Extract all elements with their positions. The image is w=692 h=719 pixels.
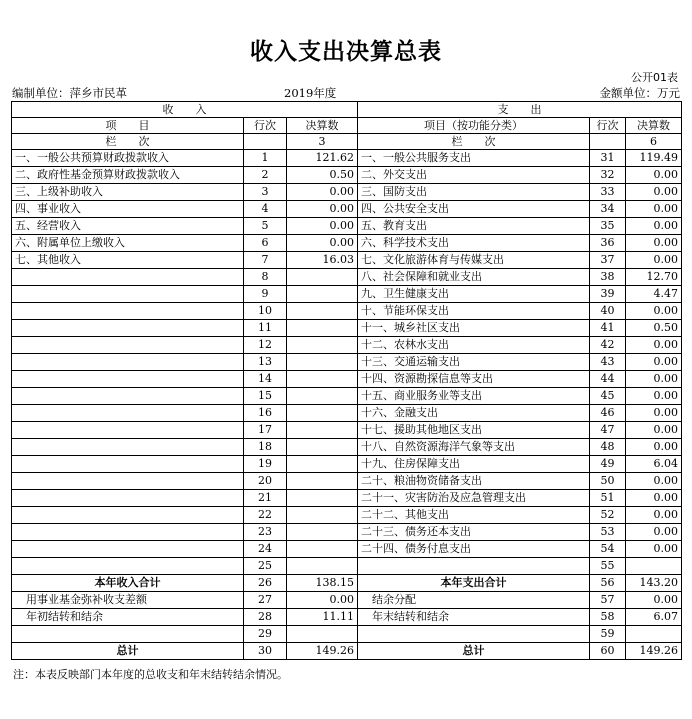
table-row bbox=[12, 388, 682, 405]
table-row bbox=[12, 626, 682, 643]
expense-line-cell: 51 bbox=[590, 490, 626, 507]
income-item-cell bbox=[12, 558, 244, 575]
expense-amount-cell: 149.26 bbox=[626, 643, 682, 660]
income-line-cell: 4 bbox=[244, 201, 287, 218]
income-item-cell bbox=[12, 473, 244, 490]
expense-line-cell: 49 bbox=[590, 456, 626, 473]
income-amount-cell: 11.11 bbox=[287, 609, 358, 626]
income-line-cell: 12 bbox=[244, 337, 287, 354]
expense-amount-cell: 0.00 bbox=[626, 541, 682, 558]
income-item-cell bbox=[12, 388, 244, 405]
expense-amount-cell: 0.00 bbox=[626, 507, 682, 524]
income-item-cell bbox=[12, 405, 244, 422]
income-item-cell: 七、其他收入 bbox=[12, 252, 244, 269]
income-line-cell: 21 bbox=[244, 490, 287, 507]
table-row bbox=[12, 439, 682, 456]
expense-amount-cell: 143.20 bbox=[626, 575, 682, 592]
expense-amount-cell: 0.00 bbox=[626, 167, 682, 184]
table-row bbox=[12, 320, 682, 337]
table-row bbox=[12, 609, 682, 626]
header-row-sections bbox=[12, 102, 682, 118]
table-code: 公开01表 bbox=[631, 71, 678, 84]
expense-item-cell: 三、国防支出 bbox=[358, 184, 590, 201]
expense-line-cell: 58 bbox=[590, 609, 626, 626]
table-row bbox=[12, 643, 682, 660]
expense-line-cell: 36 bbox=[590, 235, 626, 252]
income-amount-cell bbox=[287, 354, 358, 371]
income-line-cell: 11 bbox=[244, 320, 287, 337]
expense-line-cell: 54 bbox=[590, 541, 626, 558]
income-line-cell: 16 bbox=[244, 405, 287, 422]
expense-line-cell: 37 bbox=[590, 252, 626, 269]
expense-line-empty bbox=[590, 134, 626, 150]
table-row bbox=[12, 405, 682, 422]
table-row bbox=[12, 524, 682, 541]
income-item-cell bbox=[12, 269, 244, 286]
header-row-index bbox=[12, 134, 682, 150]
expense-amount-cell: 6.04 bbox=[626, 456, 682, 473]
income-line-cell: 15 bbox=[244, 388, 287, 405]
expense-amount-cell: 0.00 bbox=[626, 592, 682, 609]
income-line-cell: 24 bbox=[244, 541, 287, 558]
expense-item-cell bbox=[358, 626, 590, 643]
income-item-cell: 本年收入合计 bbox=[12, 575, 244, 592]
income-amount-cell bbox=[287, 626, 358, 643]
summary-table bbox=[11, 101, 682, 660]
table-row bbox=[12, 422, 682, 439]
income-line-cell: 9 bbox=[244, 286, 287, 303]
income-line-cell: 27 bbox=[244, 592, 287, 609]
income-item-cell bbox=[12, 490, 244, 507]
income-amount-cell: 0.00 bbox=[287, 201, 358, 218]
income-line-cell: 3 bbox=[244, 184, 287, 201]
expense-amount-cell: 0.00 bbox=[626, 371, 682, 388]
expense-item-cell: 十九、住房保障支出 bbox=[358, 456, 590, 473]
expense-item-cell: 结余分配 bbox=[358, 592, 590, 609]
table-row bbox=[12, 354, 682, 371]
expense-amount-cell: 4.47 bbox=[626, 286, 682, 303]
expense-amount-cell bbox=[626, 626, 682, 643]
income-amount-cell bbox=[287, 388, 358, 405]
income-amount-cell bbox=[287, 507, 358, 524]
table-row bbox=[12, 337, 682, 354]
expense-amount-cell: 0.00 bbox=[626, 337, 682, 354]
table-row bbox=[12, 473, 682, 490]
income-header: 收 入 bbox=[12, 102, 358, 118]
table-row bbox=[12, 592, 682, 609]
table-row bbox=[12, 201, 682, 218]
income-amount-cell: 121.62 bbox=[287, 150, 358, 167]
expense-amount-cell: 6.07 bbox=[626, 609, 682, 626]
table-row bbox=[12, 575, 682, 592]
income-amount-cell bbox=[287, 422, 358, 439]
expense-item-cell: 十一、城乡社区支出 bbox=[358, 320, 590, 337]
expense-item-cell: 二十一、灾害防治及应急管理支出 bbox=[358, 490, 590, 507]
expense-line-cell: 48 bbox=[590, 439, 626, 456]
income-amount-cell bbox=[287, 456, 358, 473]
header-row-columns bbox=[12, 118, 682, 134]
expense-item-header: 项目（按功能分类） bbox=[358, 118, 590, 134]
income-item-cell bbox=[12, 371, 244, 388]
expense-col-label: 栏 次 bbox=[358, 134, 590, 150]
expense-item-cell: 总计 bbox=[358, 643, 590, 660]
expense-amount-cell: 0.00 bbox=[626, 303, 682, 320]
expense-item-cell: 五、教育支出 bbox=[358, 218, 590, 235]
expense-line-cell: 50 bbox=[590, 473, 626, 490]
expense-col-number: 6 bbox=[626, 134, 682, 150]
expense-item-cell: 九、卫生健康支出 bbox=[358, 286, 590, 303]
expense-item-cell: 十七、援助其他地区支出 bbox=[358, 422, 590, 439]
expense-item-cell: 十三、交通运输支出 bbox=[358, 354, 590, 371]
expense-item-cell: 八、社会保障和就业支出 bbox=[358, 269, 590, 286]
income-line-cell: 14 bbox=[244, 371, 287, 388]
income-amount-cell bbox=[287, 439, 358, 456]
income-line-cell: 2 bbox=[244, 167, 287, 184]
income-amount-header: 决算数 bbox=[287, 118, 358, 134]
expense-item-cell: 十二、农林水支出 bbox=[358, 337, 590, 354]
expense-item-cell: 四、公共安全支出 bbox=[358, 201, 590, 218]
expense-item-cell: 十、节能环保支出 bbox=[358, 303, 590, 320]
income-item-cell: 二、政府性基金预算财政拨款收入 bbox=[12, 167, 244, 184]
expense-line-cell: 44 bbox=[590, 371, 626, 388]
expense-amount-cell: 0.00 bbox=[626, 405, 682, 422]
income-item-cell bbox=[12, 439, 244, 456]
expense-amount-cell: 0.00 bbox=[626, 524, 682, 541]
expense-amount-cell: 0.00 bbox=[626, 388, 682, 405]
income-line-cell: 8 bbox=[244, 269, 287, 286]
table-row bbox=[12, 218, 682, 235]
fiscal-year: 2019年度 bbox=[284, 86, 337, 100]
income-item-cell: 一、一般公共预算财政拨款收入 bbox=[12, 150, 244, 167]
expense-amount-cell: 0.50 bbox=[626, 320, 682, 337]
expense-item-cell: 十八、自然资源海洋气象等支出 bbox=[358, 439, 590, 456]
table-row bbox=[12, 303, 682, 320]
income-line-cell: 19 bbox=[244, 456, 287, 473]
table-row bbox=[12, 456, 682, 473]
expense-item-cell: 一、一般公共服务支出 bbox=[358, 150, 590, 167]
expense-amount-cell: 0.00 bbox=[626, 235, 682, 252]
expense-item-cell: 二十、粮油物资储备支出 bbox=[358, 473, 590, 490]
expense-line-cell: 59 bbox=[590, 626, 626, 643]
income-item-cell: 用事业基金弥补收支差额 bbox=[12, 592, 244, 609]
expense-item-cell: 十五、商业服务业等支出 bbox=[358, 388, 590, 405]
expense-amount-cell: 12.70 bbox=[626, 269, 682, 286]
table-row bbox=[12, 167, 682, 184]
income-item-cell: 四、事业收入 bbox=[12, 201, 244, 218]
expense-line-cell: 41 bbox=[590, 320, 626, 337]
income-line-cell: 23 bbox=[244, 524, 287, 541]
expense-line-cell: 57 bbox=[590, 592, 626, 609]
income-line-cell: 26 bbox=[244, 575, 287, 592]
table-row bbox=[12, 507, 682, 524]
income-item-cell: 三、上级补助收入 bbox=[12, 184, 244, 201]
table-row bbox=[12, 558, 682, 575]
expense-line-cell: 33 bbox=[590, 184, 626, 201]
income-item-cell bbox=[12, 320, 244, 337]
table-row bbox=[12, 371, 682, 388]
expense-amount-cell: 0.00 bbox=[626, 473, 682, 490]
income-amount-cell: 0.00 bbox=[287, 235, 358, 252]
expense-amount-cell: 0.00 bbox=[626, 218, 682, 235]
expense-line-cell: 45 bbox=[590, 388, 626, 405]
expense-line-cell: 38 bbox=[590, 269, 626, 286]
income-amount-cell bbox=[287, 524, 358, 541]
expense-line-cell: 56 bbox=[590, 575, 626, 592]
table-row bbox=[12, 490, 682, 507]
income-line-header: 行次 bbox=[244, 118, 287, 134]
expense-item-cell: 十四、资源勘探信息等支出 bbox=[358, 371, 590, 388]
expense-line-header: 行次 bbox=[590, 118, 626, 134]
expense-item-cell: 十六、金融支出 bbox=[358, 405, 590, 422]
org-name: 编制单位：萍乡市民革 bbox=[12, 86, 127, 100]
income-amount-cell bbox=[287, 371, 358, 388]
expense-line-cell: 46 bbox=[590, 405, 626, 422]
expense-amount-cell: 0.00 bbox=[626, 490, 682, 507]
income-amount-cell: 0.00 bbox=[287, 218, 358, 235]
income-item-cell: 年初结转和结余 bbox=[12, 609, 244, 626]
expense-amount-header: 决算数 bbox=[626, 118, 682, 134]
income-line-cell: 7 bbox=[244, 252, 287, 269]
income-amount-cell bbox=[287, 558, 358, 575]
income-amount-cell: 0.50 bbox=[287, 167, 358, 184]
income-amount-cell: 138.15 bbox=[287, 575, 358, 592]
expense-item-cell: 二十二、其他支出 bbox=[358, 507, 590, 524]
expense-amount-cell: 0.00 bbox=[626, 252, 682, 269]
expense-amount-cell: 0.00 bbox=[626, 184, 682, 201]
income-item-cell bbox=[12, 456, 244, 473]
expense-item-cell: 二、外交支出 bbox=[358, 167, 590, 184]
income-line-cell: 1 bbox=[244, 150, 287, 167]
expense-item-cell: 本年支出合计 bbox=[358, 575, 590, 592]
table-row bbox=[12, 235, 682, 252]
expense-item-cell: 七、文化旅游体育与传媒支出 bbox=[358, 252, 590, 269]
meta-row bbox=[12, 85, 680, 101]
income-line-cell: 5 bbox=[244, 218, 287, 235]
expense-line-cell: 52 bbox=[590, 507, 626, 524]
income-col-number: 3 bbox=[287, 134, 358, 150]
income-item-cell: 六、附属单位上缴收入 bbox=[12, 235, 244, 252]
table-row bbox=[12, 286, 682, 303]
expense-amount-cell: 0.00 bbox=[626, 439, 682, 456]
expense-line-cell: 34 bbox=[590, 201, 626, 218]
income-item-cell bbox=[12, 626, 244, 643]
expense-item-cell: 二十四、债务付息支出 bbox=[358, 541, 590, 558]
expense-amount-cell: 0.00 bbox=[626, 354, 682, 371]
income-item-cell bbox=[12, 524, 244, 541]
income-amount-cell: 0.00 bbox=[287, 592, 358, 609]
money-unit: 金额单位：万元 bbox=[599, 86, 680, 100]
income-amount-cell bbox=[287, 286, 358, 303]
income-line-cell: 29 bbox=[244, 626, 287, 643]
income-line-cell: 18 bbox=[244, 439, 287, 456]
expense-line-cell: 47 bbox=[590, 422, 626, 439]
expense-amount-cell bbox=[626, 558, 682, 575]
expense-line-cell: 31 bbox=[590, 150, 626, 167]
income-line-cell: 22 bbox=[244, 507, 287, 524]
table-row bbox=[12, 252, 682, 269]
income-item-cell bbox=[12, 303, 244, 320]
income-amount-cell bbox=[287, 303, 358, 320]
expense-amount-cell: 119.49 bbox=[626, 150, 682, 167]
expense-line-cell: 40 bbox=[590, 303, 626, 320]
table-row bbox=[12, 269, 682, 286]
income-item-cell bbox=[12, 286, 244, 303]
expense-item-cell: 年末结转和结余 bbox=[358, 609, 590, 626]
expense-line-cell: 35 bbox=[590, 218, 626, 235]
income-item-cell bbox=[12, 422, 244, 439]
expense-line-cell: 39 bbox=[590, 286, 626, 303]
expense-line-cell: 42 bbox=[590, 337, 626, 354]
table-row bbox=[12, 184, 682, 201]
income-line-cell: 17 bbox=[244, 422, 287, 439]
footnote: 注：本表反映部门本年度的总收支和年末结转结余情况。 bbox=[13, 668, 288, 681]
income-amount-cell bbox=[287, 490, 358, 507]
income-item-cell bbox=[12, 337, 244, 354]
expense-amount-cell: 0.00 bbox=[626, 422, 682, 439]
income-line-cell: 13 bbox=[244, 354, 287, 371]
income-line-cell: 6 bbox=[244, 235, 287, 252]
income-amount-cell bbox=[287, 269, 358, 286]
table-row bbox=[12, 150, 682, 167]
income-amount-cell bbox=[287, 541, 358, 558]
expense-header: 支 出 bbox=[358, 102, 682, 118]
expense-line-cell: 53 bbox=[590, 524, 626, 541]
income-item-cell bbox=[12, 354, 244, 371]
income-line-cell: 28 bbox=[244, 609, 287, 626]
income-amount-cell: 0.00 bbox=[287, 184, 358, 201]
income-item-cell bbox=[12, 541, 244, 558]
income-line-cell: 25 bbox=[244, 558, 287, 575]
income-item-cell: 五、经营收入 bbox=[12, 218, 244, 235]
income-amount-cell: 16.03 bbox=[287, 252, 358, 269]
income-line-cell: 20 bbox=[244, 473, 287, 490]
expense-item-cell: 六、科学技术支出 bbox=[358, 235, 590, 252]
table-row bbox=[12, 541, 682, 558]
expense-line-cell: 60 bbox=[590, 643, 626, 660]
income-line-cell: 10 bbox=[244, 303, 287, 320]
income-amount-cell: 149.26 bbox=[287, 643, 358, 660]
income-line-cell: 30 bbox=[244, 643, 287, 660]
income-amount-cell bbox=[287, 405, 358, 422]
income-col-label: 栏 次 bbox=[12, 134, 244, 150]
income-item-cell: 总计 bbox=[12, 643, 244, 660]
expense-line-cell: 43 bbox=[590, 354, 626, 371]
income-amount-cell bbox=[287, 320, 358, 337]
expense-line-cell: 32 bbox=[590, 167, 626, 184]
income-amount-cell bbox=[287, 337, 358, 354]
income-item-cell bbox=[12, 507, 244, 524]
expense-item-cell bbox=[358, 558, 590, 575]
income-line-empty bbox=[244, 134, 287, 150]
page-title: 收入支出决算总表 bbox=[250, 39, 442, 65]
expense-line-cell: 55 bbox=[590, 558, 626, 575]
expense-amount-cell: 0.00 bbox=[626, 201, 682, 218]
income-item-header: 项 目 bbox=[12, 118, 244, 134]
income-amount-cell bbox=[287, 473, 358, 490]
expense-item-cell: 二十三、债务还本支出 bbox=[358, 524, 590, 541]
